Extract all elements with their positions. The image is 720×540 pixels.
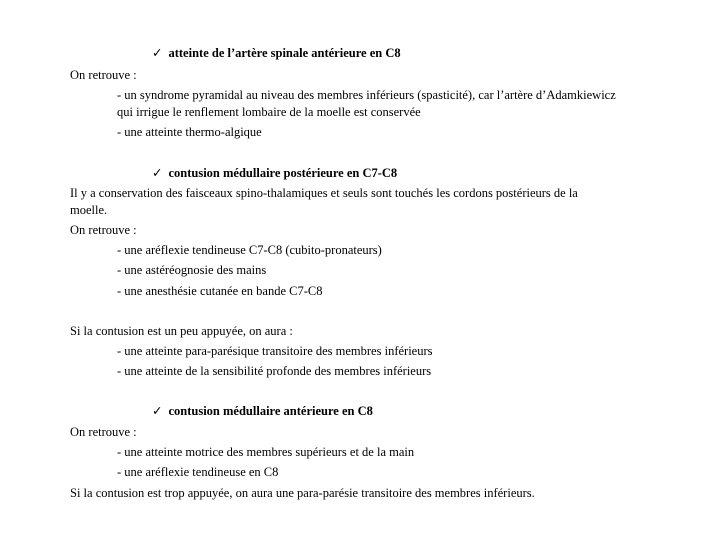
list-item: - une astéréognosie des mains bbox=[117, 263, 267, 277]
checkmark-icon: ✓ bbox=[152, 404, 163, 418]
list-item: qui irrigue le renflement lombaire de la moelle est conservée bbox=[117, 105, 421, 119]
intro-text: On retrouve : bbox=[70, 425, 137, 439]
intro-text: On retrouve : bbox=[70, 68, 137, 82]
paragraph-line: moelle. bbox=[70, 203, 108, 217]
note-text: Si la contusion est trop appuyée, on aura une para-parésie transitoire des membres inférieurs. bbox=[70, 486, 535, 500]
intro-text: On retrouve : bbox=[70, 223, 137, 237]
section-heading-anterior-spinal-artery: ✓ atteinte de l’artère spinale antérieure en C8 bbox=[152, 46, 401, 60]
list-item: - une atteinte motrice des membres supérieurs et de la main bbox=[117, 445, 415, 459]
list-item: - une atteinte thermo-algique bbox=[117, 125, 262, 139]
list-item: - une atteinte para-parésique transitoire des membres inférieurs bbox=[117, 344, 433, 358]
list-item: - une atteinte de la sensibilité profonde des membres inférieurs bbox=[117, 364, 432, 378]
section-heading-posterior-contusion: ✓ contusion médullaire postérieure en C7-C8 bbox=[152, 166, 398, 180]
list-item: - une aréflexie tendineuse en C8 bbox=[117, 465, 279, 479]
checkmark-icon: ✓ bbox=[152, 166, 163, 180]
list-item: - un syndrome pyramidal au niveau des membres inférieurs (spasticité), car l’artère d’Adamkiewicz bbox=[117, 88, 616, 102]
paragraph-line: Il y a conservation des faisceaux spino-thalamiques et seuls sont touchés les cordons postérieurs de la bbox=[70, 186, 578, 200]
list-item: - une anesthésie cutanée en bande C7-C8 bbox=[117, 284, 323, 298]
list-item: - une aréflexie tendineuse C7-C8 (cubito-pronateurs) bbox=[117, 243, 382, 257]
section-heading-anterior-contusion: ✓ contusion médullaire antérieure en C8 bbox=[152, 404, 373, 418]
checkmark-icon: ✓ bbox=[152, 46, 163, 60]
note-text: Si la contusion est un peu appuyée, on aura : bbox=[70, 324, 293, 338]
